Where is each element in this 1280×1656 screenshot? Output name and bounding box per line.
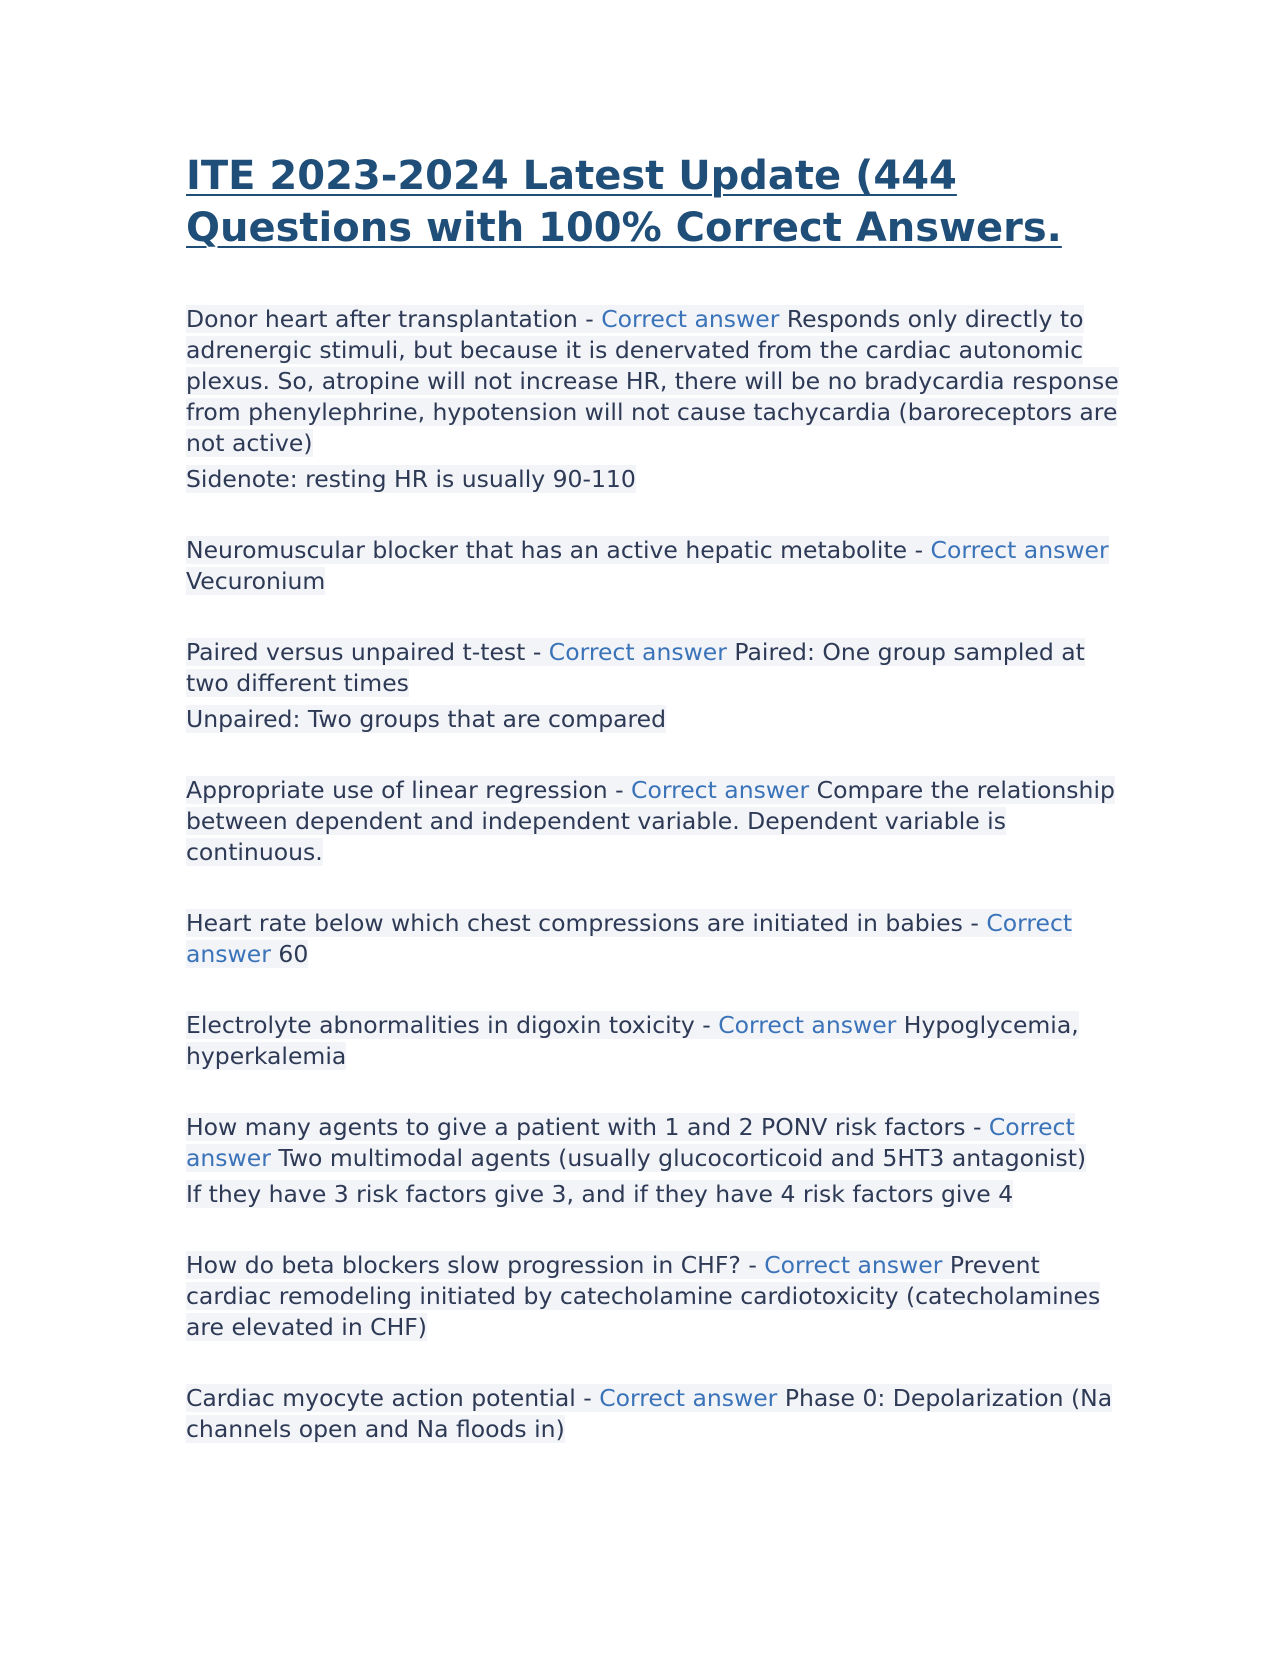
question-text: Heart rate below which chest compressions are initiated in babies (186, 909, 963, 937)
qa-text (186, 638, 1085, 697)
note-text: If they have 3 risk factors give 3, and if they have 4 risk factors give 4 (186, 1180, 1014, 1208)
answer-text: 60 (278, 940, 309, 968)
qa-entry (186, 535, 1126, 597)
qa-line (186, 908, 1126, 970)
qa-line (186, 637, 1126, 699)
note-text: Unpaired: Two groups that are compared (186, 705, 667, 733)
separator: - (525, 638, 549, 666)
separator: - (907, 536, 931, 564)
qa-entry (186, 775, 1126, 868)
qa-line (186, 535, 1126, 597)
separator: - (577, 305, 602, 333)
note-line (186, 464, 1126, 495)
question-text: Donor heart after transplantation (186, 305, 578, 333)
answer-text: Paired: One group sampled at two different times (186, 638, 1085, 697)
qa-entry (186, 637, 1126, 735)
qa-text (186, 1113, 1086, 1172)
correct-answer-label: Correct answer (930, 536, 1109, 564)
separator: - (607, 776, 632, 804)
separator: - (965, 1113, 989, 1141)
separator: - (962, 909, 987, 937)
question-text: Neuromuscular blocker that has an active hepatic metabolite (186, 536, 908, 564)
qa-text (186, 1011, 1079, 1070)
answer-text: Vecuronium (186, 567, 326, 595)
qa-entry (186, 1112, 1126, 1210)
correct-answer-label: Correct answer (631, 776, 810, 804)
qa-text (186, 1384, 1112, 1443)
document-title: ITE 2023-2024 Latest Update (444 Questions with 100% Correct Answers. (186, 153, 1062, 251)
qa-line (186, 304, 1126, 459)
correct-answer-label: Correct answer (548, 638, 727, 666)
separator: - (694, 1011, 719, 1039)
question-text: How many agents to give a patient with 1 and 2 PONV risk factors (186, 1113, 966, 1141)
answer-text: Prevent cardiac remodeling initiated by catecholamine cardiotoxicity (catecholamines are elevated in CHF) (186, 1251, 1101, 1341)
qa-line (186, 1010, 1126, 1072)
correct-answer-label: Correct answer (718, 1011, 897, 1039)
qa-line (186, 1112, 1126, 1174)
separator: - (575, 1384, 600, 1412)
qa-line (186, 1383, 1126, 1445)
qa-entry (186, 1010, 1126, 1072)
qa-text (186, 776, 1115, 866)
qa-line (186, 775, 1126, 868)
qa-text (186, 305, 1119, 457)
answer-text: Phase 0: Depolarization (Na channels open and Na floods in) (186, 1384, 1113, 1443)
correct-answer-label: Correct answer (601, 305, 780, 333)
answer-text: Responds only directly to adrenergic stimuli, but because it is denervated from the cardiac autonomic plexus. So, atropine will not increase HR, there will be no bradycardia response from phenylephrine, hypotension will not cause tachycardia (baroreceptors are not active) (186, 305, 1119, 457)
note-text: Sidenote: resting HR is usually 90-110 (186, 465, 636, 493)
qa-entry (186, 1383, 1126, 1445)
question-text: Electrolyte abnormalities in digoxin toxicity (186, 1011, 695, 1039)
correct-answer-label: Correct answer (186, 1113, 1075, 1172)
qa-text (186, 909, 1072, 968)
separator: - (740, 1251, 765, 1279)
correct-answer-label: Correct answer (186, 909, 1073, 968)
qa-text (186, 536, 1109, 595)
question-text: Paired versus unpaired t-test (186, 638, 526, 666)
note-line (186, 704, 1126, 735)
question-text: How do beta blockers slow progression in CHF? (186, 1251, 741, 1279)
correct-answer-label: Correct answer (599, 1384, 778, 1412)
qa-entry (186, 304, 1126, 495)
answer-text: Compare the relationship between dependent and independent variable. Dependent variable is continuous. (186, 776, 1115, 866)
question-text: Cardiac myocyte action potential (186, 1384, 576, 1412)
qa-entry (186, 908, 1126, 970)
answer-text: Hypoglycemia, hyperkalemia (186, 1011, 1079, 1070)
question-text: Appropriate use of linear regression (186, 776, 608, 804)
answer-text: Two multimodal agents (usually glucocorticoid and 5HT3 antagonist) (278, 1144, 1087, 1172)
qa-line (186, 1250, 1126, 1343)
qa-entry (186, 1250, 1126, 1343)
note-line (186, 1179, 1126, 1210)
document-page (186, 150, 1126, 1485)
correct-answer-label: Correct answer (764, 1251, 943, 1279)
qa-text (186, 1251, 1100, 1341)
qa-list (186, 304, 1126, 1445)
